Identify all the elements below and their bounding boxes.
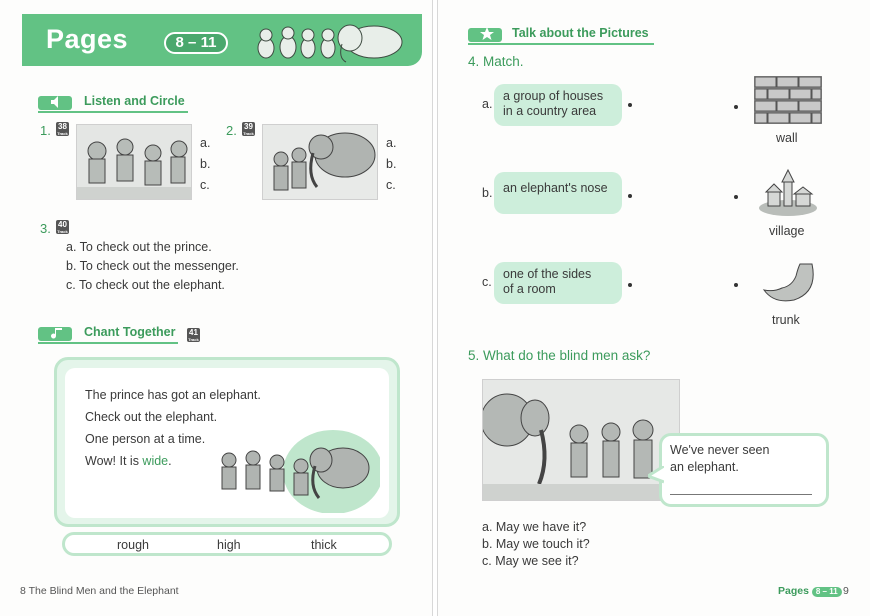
q3-option-c[interactable]: c. To check out the elephant. <box>66 278 225 292</box>
q2-option-a[interactable]: a. <box>386 136 397 150</box>
right-page <box>437 0 870 616</box>
chant-line-4-prefix: Wow! It is <box>85 454 143 468</box>
chant-line-4 <box>85 454 172 468</box>
track-badge: 41 Track <box>188 328 199 342</box>
q3-option-b[interactable]: b. To check out the messenger. <box>66 259 239 273</box>
match-a-line-2: in a country area <box>503 104 597 118</box>
q3-option-a[interactable]: a. To check out the prince. <box>66 240 212 254</box>
q2-picture <box>262 124 378 200</box>
chant-line-3: One person at a time. <box>85 432 206 446</box>
match-b-letter: b. <box>482 186 493 200</box>
q3-number: 3. <box>40 221 51 236</box>
match-c-pill[interactable] <box>494 262 622 304</box>
track-number: 40 <box>58 220 67 229</box>
match-heading: 4. Match. <box>468 54 524 69</box>
track-number: 38 <box>58 122 67 131</box>
right-footer-page-number: 9 <box>843 585 849 597</box>
listen-section-title: Listen and Circle <box>84 94 185 108</box>
answer-wall: wall <box>776 131 798 145</box>
elephant-illustration <box>263 125 378 200</box>
knights-illustration <box>77 125 192 200</box>
section-underline <box>38 111 188 113</box>
banner-title: Pages <box>46 24 129 54</box>
section-underline <box>38 342 178 344</box>
banner-range: 8 – 11 <box>164 32 228 54</box>
track-number: 41 <box>189 328 198 337</box>
answer-village: village <box>769 224 805 238</box>
match-a-line-1: a group of houses <box>503 89 604 103</box>
speech-bubble <box>659 433 829 507</box>
talk-section-title: Talk about the Pictures <box>512 26 649 40</box>
page-banner <box>22 14 422 66</box>
chant-line-2: Check out the elephant. <box>85 410 218 424</box>
bubble-tail <box>648 466 664 484</box>
listen-section-header <box>38 92 198 114</box>
match-c-letter: c. <box>482 275 492 289</box>
chant-inner <box>65 368 389 518</box>
answer-trunk-dot[interactable] <box>734 283 738 287</box>
talk-section-header <box>468 24 658 46</box>
characters-illustration <box>254 20 414 66</box>
village-picture <box>758 168 818 216</box>
q5-option-a[interactable]: a. May we have it? <box>482 520 587 534</box>
match-a-dot[interactable] <box>628 103 632 107</box>
wall-picture <box>754 76 822 124</box>
q1-picture <box>76 124 192 200</box>
footer-pages-label: Pages <box>778 585 809 597</box>
section-underline <box>468 43 654 45</box>
match-c-line-2: of a room <box>503 282 556 296</box>
q1-number: 1. <box>40 123 51 138</box>
star-icon <box>479 26 495 42</box>
q2-option-b[interactable]: b. <box>386 157 397 171</box>
bubble-answer-line[interactable] <box>670 494 812 495</box>
chant-highlight-word: wide <box>142 454 169 468</box>
match-c-line-1: one of the sides <box>503 267 592 281</box>
chant-illustration <box>215 428 380 513</box>
track-badge: 40 Track <box>57 220 68 234</box>
chant-word-bar <box>62 532 392 556</box>
chant-box <box>54 357 400 527</box>
bubble-line-2: an elephant. <box>670 460 739 474</box>
speaker-icon <box>48 93 66 111</box>
match-b-line-1: an elephant's nose <box>503 181 608 195</box>
track-badge: 38 Track <box>57 122 68 136</box>
answer-trunk: trunk <box>772 313 800 327</box>
answer-village-dot[interactable] <box>734 195 738 199</box>
left-footer: 8 The Blind Men and the Elephant <box>20 585 179 597</box>
track-number: 39 <box>244 122 253 131</box>
q2-number: 2. <box>226 123 237 138</box>
q5-option-b[interactable]: b. May we touch it? <box>482 537 590 551</box>
match-b-dot[interactable] <box>628 194 632 198</box>
music-note-icon <box>50 325 66 341</box>
track-badge: 39 Track <box>243 122 254 136</box>
chant-word-2: high <box>217 538 241 552</box>
q1-option-b[interactable]: b. <box>200 157 211 171</box>
q1-option-a[interactable]: a. <box>200 136 211 150</box>
q5-heading: 5. What do the blind men ask? <box>468 348 651 363</box>
right-footer-pages <box>778 585 842 597</box>
footer-pages-range: 8 – 11 <box>812 587 842 597</box>
chant-word-3: thick <box>311 538 337 552</box>
match-c-dot[interactable] <box>628 283 632 287</box>
chant-line-4-suffix: . <box>168 454 172 468</box>
trunk-picture <box>760 262 818 306</box>
chant-section-title: Chant Together <box>84 325 176 339</box>
answer-wall-dot[interactable] <box>734 105 738 109</box>
match-a-letter: a. <box>482 97 493 111</box>
q5-option-c[interactable]: c. May we see it? <box>482 554 579 568</box>
match-a-pill[interactable] <box>494 84 622 126</box>
chant-line-1: The prince has got an elephant. <box>85 388 261 402</box>
q1-option-c[interactable]: c. <box>200 178 210 192</box>
match-b-pill[interactable] <box>494 172 622 214</box>
left-page <box>0 0 433 616</box>
q2-option-c[interactable]: c. <box>386 178 396 192</box>
chant-word-1: rough <box>117 538 149 552</box>
bubble-line-1: We've never seen <box>670 443 770 457</box>
